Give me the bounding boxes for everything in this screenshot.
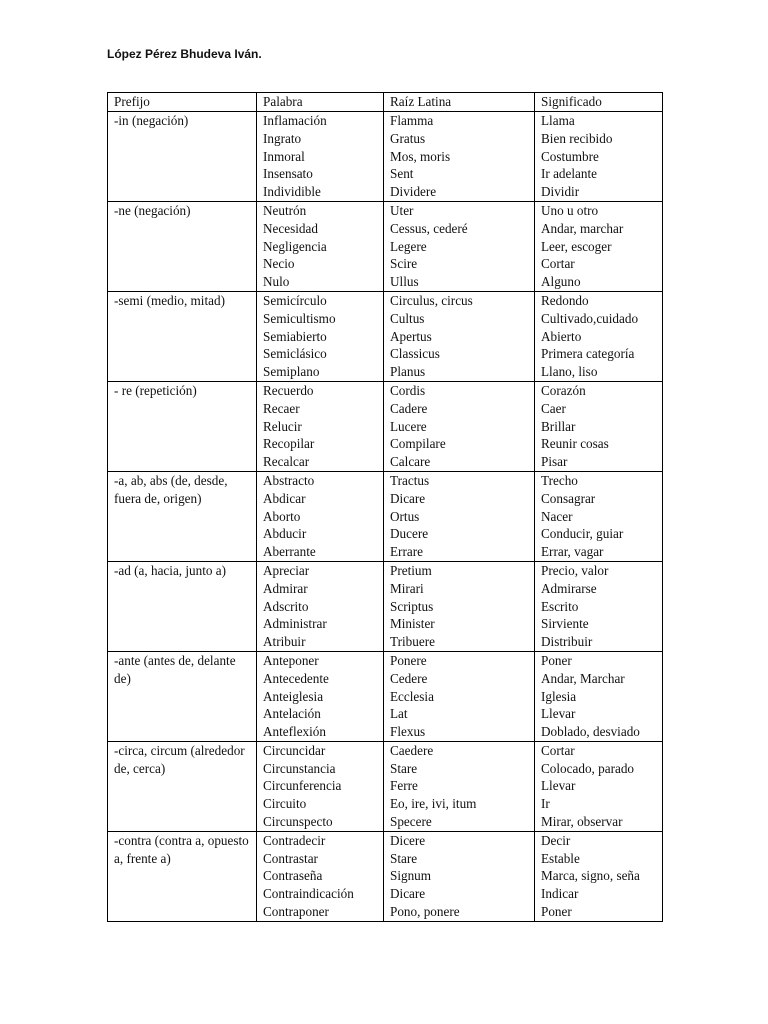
word-text: Antelación	[263, 706, 321, 722]
table-row	[108, 561, 663, 651]
word-text: Circuito	[263, 796, 307, 812]
prefix-cell	[108, 471, 257, 561]
latin-root-text: Flamma	[390, 113, 434, 128]
table-header-row	[108, 93, 663, 112]
header-significado: Significado	[535, 93, 663, 112]
prefix-cell	[108, 291, 257, 381]
word-text: Inflamación	[263, 113, 327, 128]
word-cell	[257, 201, 384, 291]
meaning-text: Poner	[541, 904, 572, 920]
latin-root-text: Dicare	[390, 490, 426, 506]
prefix-text: -ne (negación)	[114, 202, 191, 218]
meaning-text: Pisar	[541, 454, 568, 470]
latin-root-text: Tribuere	[390, 634, 435, 650]
meaning-text: Corazón	[541, 382, 586, 398]
word-text: Contraseña	[263, 868, 323, 884]
latin-root-text: Cordis	[390, 382, 426, 398]
meaning-text: Indicar	[541, 886, 579, 902]
meaning-cell	[535, 201, 663, 291]
prefix-text: -contra (contra a, opuesto a, frente a)	[114, 832, 249, 866]
word-text: Necesidad	[263, 220, 318, 236]
latin-root-text: Mirari	[390, 580, 424, 596]
word-text: Recuerdo	[263, 382, 314, 398]
prefix-text: -ad (a, hacia, junto a)	[114, 562, 227, 578]
word-cell	[257, 651, 384, 741]
latin-root-text: Ponere	[390, 652, 427, 668]
meaning-text: Admirarse	[541, 580, 597, 596]
meaning-text: Estable	[541, 850, 580, 866]
latin-root-text: Dicare	[390, 886, 426, 902]
table-row	[108, 381, 663, 471]
word-text: Abducir	[263, 526, 307, 542]
meaning-cell	[535, 112, 663, 202]
latin-root-cell	[384, 112, 535, 202]
meaning-text: Reunir cosas	[541, 436, 609, 452]
latin-root-text: Cedere	[390, 670, 428, 686]
meaning-text: Mirar, observar	[541, 814, 623, 830]
meaning-text: Ir	[541, 796, 550, 812]
header-palabra: Palabra	[257, 93, 384, 112]
word-text: Circunferencia	[263, 778, 342, 794]
meaning-text: Andar, Marchar	[541, 670, 625, 686]
word-text: Admirar	[263, 580, 308, 596]
prefix-cell	[108, 561, 257, 651]
word-text: Negligencia	[263, 238, 327, 254]
latin-root-text: Calcare	[390, 454, 431, 470]
word-text: Insensato	[263, 166, 313, 182]
meaning-text: Bien recibido	[541, 130, 613, 146]
meaning-text: Decir	[541, 832, 571, 848]
prefix-cell	[108, 651, 257, 741]
meaning-text: Precio, valor	[541, 562, 609, 578]
word-text: Inmoral	[263, 148, 305, 164]
meaning-cell	[535, 471, 663, 561]
latin-root-text: Eo, ire, ivi, itum	[390, 796, 477, 812]
prefix-text: -a, ab, abs (de, desde, fuera de, origen)	[114, 472, 228, 506]
meaning-cell	[535, 381, 663, 471]
prefix-text: -in (negación)	[114, 113, 189, 128]
latin-root-text: Specere	[390, 814, 432, 830]
word-text: Atribuir	[263, 634, 306, 650]
latin-root-text: Dividere	[390, 184, 437, 200]
latin-root-text: Caedere	[390, 742, 434, 758]
word-text: Contraponer	[263, 904, 329, 920]
meaning-text: Llevar	[541, 706, 576, 722]
table-row	[108, 291, 663, 381]
latin-root-text: Apertus	[390, 328, 432, 344]
prefix-text: -ante (antes de, delante de)	[114, 652, 236, 686]
meaning-text: Colocado, parado	[541, 760, 635, 776]
meaning-text: Caer	[541, 400, 566, 416]
word-text: Recaer	[263, 400, 300, 416]
word-text: Contraindicación	[263, 886, 354, 902]
word-cell	[257, 291, 384, 381]
table-body	[108, 112, 663, 922]
word-text: Contrastar	[263, 850, 318, 866]
latin-root-cell	[384, 201, 535, 291]
prefix-text: -circa, circum (alrededor de, cerca)	[114, 742, 245, 776]
table-row	[108, 471, 663, 561]
latin-root-text: Ducere	[390, 526, 429, 542]
table-row	[108, 741, 663, 831]
word-text: Apreciar	[263, 562, 310, 578]
latin-root-cell	[384, 831, 535, 921]
word-cell	[257, 112, 384, 202]
latin-root-text: Sent	[390, 166, 414, 182]
meaning-text: Cortar	[541, 256, 575, 272]
prefix-cell	[108, 831, 257, 921]
meaning-text: Conducir, guiar	[541, 526, 624, 542]
meaning-cell	[535, 561, 663, 651]
latin-root-cell	[384, 741, 535, 831]
meaning-text: Nacer	[541, 508, 573, 524]
word-cell	[257, 741, 384, 831]
prefix-cell	[108, 112, 257, 202]
prefix-cell	[108, 201, 257, 291]
word-cell	[257, 831, 384, 921]
meaning-text: Dividir	[541, 184, 580, 200]
meaning-text: Doblado, desviado	[541, 724, 640, 740]
latin-root-text: Lat	[390, 706, 408, 722]
meaning-text: Cortar	[541, 742, 575, 758]
word-cell	[257, 561, 384, 651]
header-prefijo: Prefijo	[108, 93, 257, 112]
meaning-text: Llama	[541, 113, 575, 128]
prefix-text: -semi (medio, mitad)	[114, 292, 225, 308]
latin-root-text: Uter	[390, 202, 414, 218]
latin-root-cell	[384, 471, 535, 561]
word-text: Relucir	[263, 418, 302, 434]
word-text: Nulo	[263, 274, 290, 290]
latin-root-text: Lucere	[390, 418, 427, 434]
latin-root-text: Compilare	[390, 436, 446, 452]
word-text: Circunstancia	[263, 760, 336, 776]
word-text: Necio	[263, 256, 295, 272]
word-text: Semicírculo	[263, 292, 327, 308]
meaning-text: Llevar	[541, 778, 576, 794]
table-row	[108, 651, 663, 741]
latin-root-text: Dicere	[390, 832, 426, 848]
word-text: Neutrón	[263, 202, 307, 218]
word-text: Abstracto	[263, 472, 315, 488]
header-raiz-latina: Raíz Latina	[384, 93, 535, 112]
table-row	[108, 112, 663, 202]
meaning-text: Escrito	[541, 598, 579, 614]
latin-root-text: Ullus	[390, 274, 419, 290]
latin-root-text: Cessus, cederé	[390, 220, 468, 236]
latin-root-cell	[384, 381, 535, 471]
meaning-cell	[535, 831, 663, 921]
table-row	[108, 831, 663, 921]
latin-root-text: Cultus	[390, 310, 425, 326]
prefix-text: - re (repetición)	[114, 382, 197, 398]
meaning-text: Consagrar	[541, 490, 596, 506]
meaning-text: Iglesia	[541, 688, 577, 704]
latin-root-text: Stare	[390, 760, 418, 776]
word-text: Recopilar	[263, 436, 315, 452]
prefix-cell	[108, 381, 257, 471]
word-text: Semiplano	[263, 364, 320, 380]
meaning-text: Abierto	[541, 328, 582, 344]
meaning-cell	[535, 741, 663, 831]
prefix-table	[107, 92, 663, 922]
latin-root-text: Ortus	[390, 508, 420, 524]
word-text: Aborto	[263, 508, 301, 524]
latin-root-cell	[384, 291, 535, 381]
latin-root-text: Pono, ponere	[390, 904, 460, 920]
latin-root-text: Gratus	[390, 130, 426, 146]
meaning-text: Distribuir	[541, 634, 593, 650]
latin-root-text: Cadere	[390, 400, 428, 416]
meaning-cell	[535, 651, 663, 741]
latin-root-text: Pretium	[390, 562, 432, 578]
latin-root-text: Ferre	[390, 778, 418, 794]
word-text: Administrar	[263, 616, 327, 632]
meaning-text: Leer, escoger	[541, 238, 612, 254]
word-text: Contradecir	[263, 832, 326, 848]
latin-root-text: Mos, moris	[390, 148, 451, 164]
word-text: Anteponer	[263, 652, 319, 668]
word-text: Recalcar	[263, 454, 310, 470]
author-name: López Pérez Bhudeva Iván.	[107, 47, 262, 61]
word-text: Ingrato	[263, 130, 302, 146]
meaning-text: Alguno	[541, 274, 581, 290]
meaning-text: Brillar	[541, 418, 576, 434]
latin-root-text: Tractus	[390, 472, 430, 488]
word-text: Antecedente	[263, 670, 329, 686]
meaning-text: Ir adelante	[541, 166, 598, 182]
word-text: Individible	[263, 184, 321, 200]
latin-root-text: Legere	[390, 238, 427, 254]
word-text: Abdicar	[263, 490, 306, 506]
meaning-text: Primera categoría	[541, 346, 635, 362]
latin-root-text: Signum	[390, 868, 432, 884]
meaning-text: Marca, signo, seña	[541, 868, 640, 884]
latin-root-cell	[384, 561, 535, 651]
meaning-text: Errar, vagar	[541, 544, 604, 560]
latin-root-text: Ecclesia	[390, 688, 434, 704]
word-text: Circuncidar	[263, 742, 326, 758]
word-cell	[257, 381, 384, 471]
meaning-text: Trecho	[541, 472, 578, 488]
table-row	[108, 201, 663, 291]
meaning-text: Andar, marchar	[541, 220, 624, 236]
meaning-text: Sirviente	[541, 616, 589, 632]
latin-root-text: Circulus, circus	[390, 292, 473, 308]
prefix-cell	[108, 741, 257, 831]
word-text: Anteflexión	[263, 724, 326, 740]
meaning-cell	[535, 291, 663, 381]
latin-root-text: Scriptus	[390, 598, 434, 614]
word-text: Adscrito	[263, 598, 309, 614]
meaning-text: Poner	[541, 652, 572, 668]
word-text: Anteiglesia	[263, 688, 324, 704]
latin-root-text: Stare	[390, 850, 418, 866]
word-text: Semicultismo	[263, 310, 336, 326]
word-text: Aberrante	[263, 544, 316, 560]
word-text: Semiclásico	[263, 346, 327, 362]
latin-root-text: Scire	[390, 256, 418, 272]
word-cell	[257, 471, 384, 561]
meaning-text: Uno u otro	[541, 202, 599, 218]
meaning-text: Redondo	[541, 292, 589, 308]
meaning-text: Llano, liso	[541, 364, 598, 380]
word-text: Semiabierto	[263, 328, 327, 344]
latin-root-text: Errare	[390, 544, 423, 560]
meaning-text: Cultivado,cuidado	[541, 310, 639, 326]
latin-root-text: Minister	[390, 616, 435, 632]
latin-root-text: Flexus	[390, 724, 426, 740]
latin-root-cell	[384, 651, 535, 741]
latin-root-text: Planus	[390, 364, 426, 380]
meaning-text: Costumbre	[541, 148, 599, 164]
word-text: Circunspecto	[263, 814, 333, 830]
latin-root-text: Classicus	[390, 346, 440, 362]
